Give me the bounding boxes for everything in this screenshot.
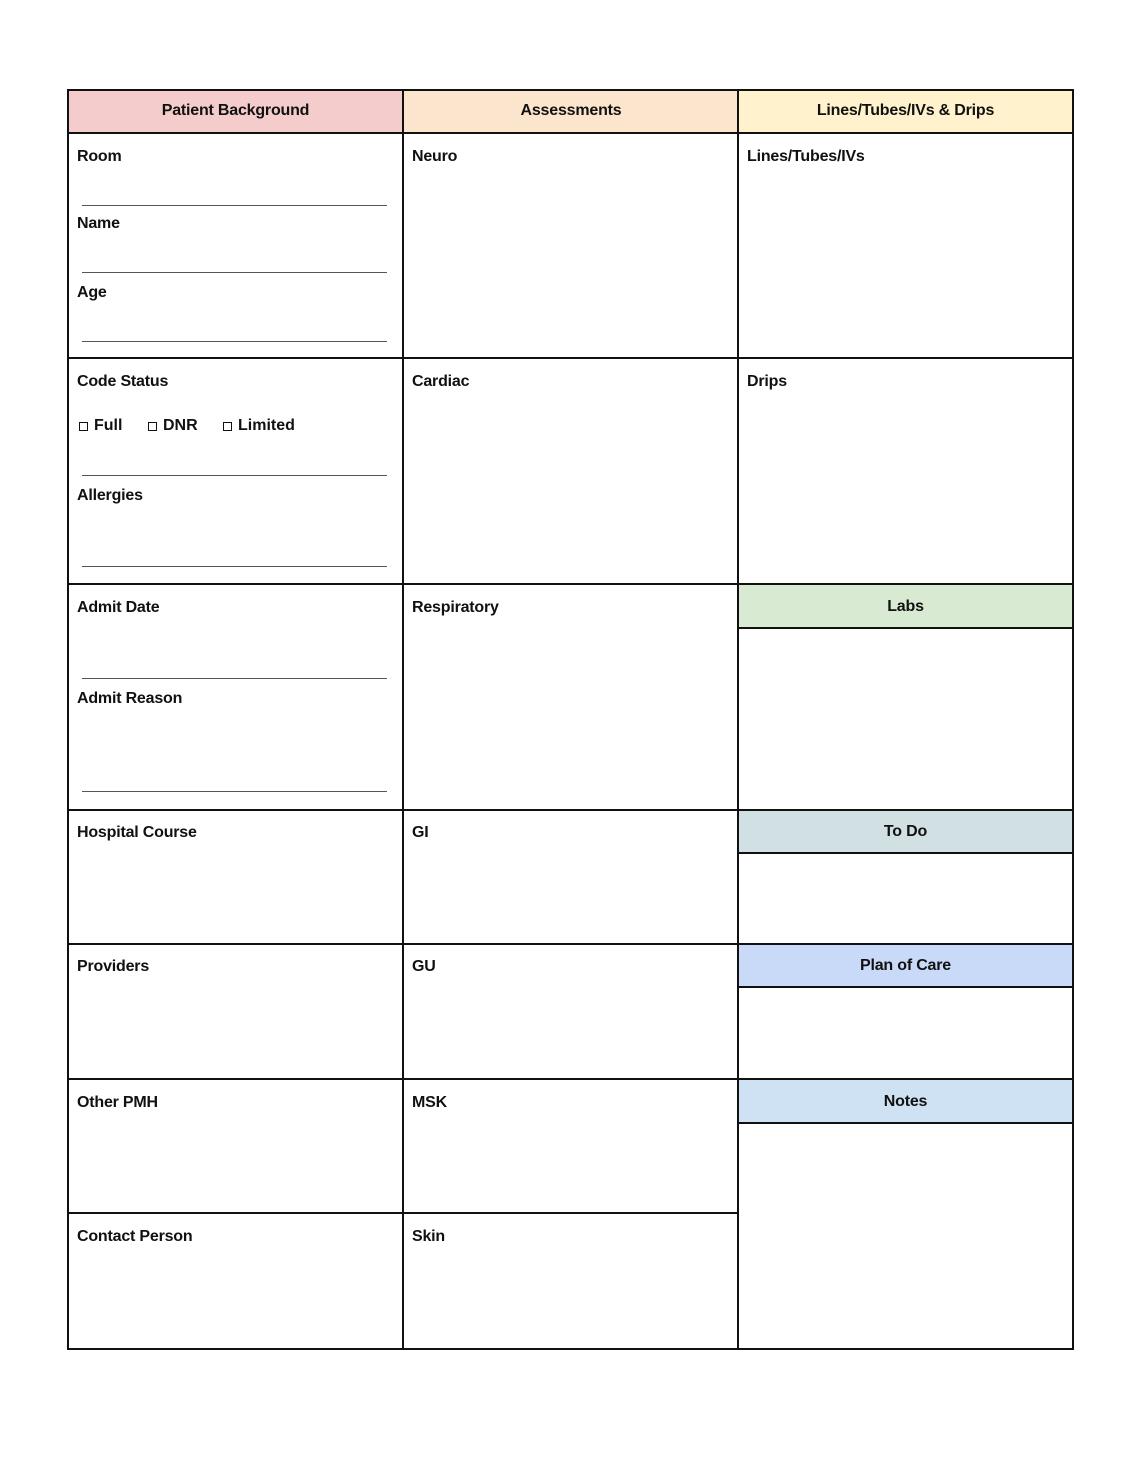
age-field[interactable] [82, 341, 387, 342]
drips-label: Drips [747, 373, 787, 390]
todo-header-label: To Do [883, 823, 928, 840]
age-label: Age [77, 284, 107, 301]
checkbox-icon[interactable] [148, 422, 157, 431]
border-bottom [67, 1348, 1074, 1350]
checkbox-icon[interactable] [79, 422, 88, 431]
row-divider-1 [67, 357, 1074, 359]
code-option-dnr[interactable] [148, 417, 198, 435]
notes-header-label: Notes [883, 1092, 928, 1110]
column-divider-2 [737, 89, 739, 1350]
border-top [67, 89, 1074, 91]
contact-person-label: Contact Person [77, 1228, 193, 1245]
hospital-course-label: Hospital Course [77, 824, 197, 841]
header-patient-background [68, 90, 403, 132]
todo-header-divider [737, 852, 1074, 854]
code-status-label: Code Status [77, 373, 169, 390]
room-label: Room [77, 148, 122, 165]
column-divider-1 [402, 89, 404, 1350]
todo-header [739, 811, 1072, 853]
labs-header-divider [737, 627, 1074, 629]
skin-label: Skin [412, 1228, 445, 1245]
code-option-full[interactable] [79, 417, 122, 435]
row-divider-5 [67, 1078, 1074, 1080]
notes-header [739, 1080, 1072, 1123]
gu-label: GU [412, 958, 436, 975]
name-field[interactable] [82, 272, 387, 273]
labs-header [739, 585, 1072, 628]
code-option-limited[interactable] [223, 417, 295, 435]
neuro-label: Neuro [412, 148, 458, 165]
other-pmh-label: Other PMH [77, 1094, 158, 1111]
border-left [67, 89, 69, 1350]
header-assessments [404, 90, 738, 132]
row-divider-4 [67, 943, 1074, 945]
header-lines-drips [739, 90, 1072, 132]
respiratory-label: Respiratory [412, 599, 499, 616]
admit-date-label: Admit Date [77, 599, 160, 616]
admit-reason-field[interactable] [82, 791, 387, 792]
lines-tubes-ivs-label: Lines/Tubes/IVs [747, 148, 865, 165]
admit-date-field[interactable] [82, 678, 387, 679]
gi-label: GI [412, 824, 429, 841]
code-status-field[interactable] [82, 475, 387, 476]
notes-header-divider [737, 1122, 1074, 1124]
code-option-dnr-label: DNR [163, 417, 198, 434]
plan-of-care-header-label: Plan of Care [860, 957, 951, 974]
header-assessments-label: Assessments [520, 102, 622, 119]
row-divider-3 [67, 809, 1074, 811]
patient-report-sheet [67, 89, 1074, 1350]
allergies-label: Allergies [77, 487, 143, 504]
labs-header-label: Labs [887, 597, 924, 615]
header-patient-background-label: Patient Background [161, 102, 310, 119]
plan-header-divider [737, 986, 1074, 988]
row-divider-2 [67, 583, 1074, 585]
header-divider [67, 132, 1074, 134]
room-field[interactable] [82, 205, 387, 206]
name-label: Name [77, 215, 120, 232]
code-option-limited-label: Limited [238, 417, 295, 434]
code-option-full-label: Full [94, 417, 123, 434]
plan-of-care-header [739, 945, 1072, 987]
admit-reason-label: Admit Reason [77, 690, 183, 707]
providers-label: Providers [77, 958, 150, 975]
row-divider-6 [67, 1212, 739, 1214]
border-right [1072, 89, 1074, 1350]
cardiac-label: Cardiac [412, 373, 470, 390]
msk-label: MSK [412, 1094, 447, 1111]
allergies-field[interactable] [82, 566, 387, 567]
checkbox-icon[interactable] [223, 422, 232, 431]
header-lines-drips-label: Lines/Tubes/IVs & Drips [816, 102, 995, 119]
